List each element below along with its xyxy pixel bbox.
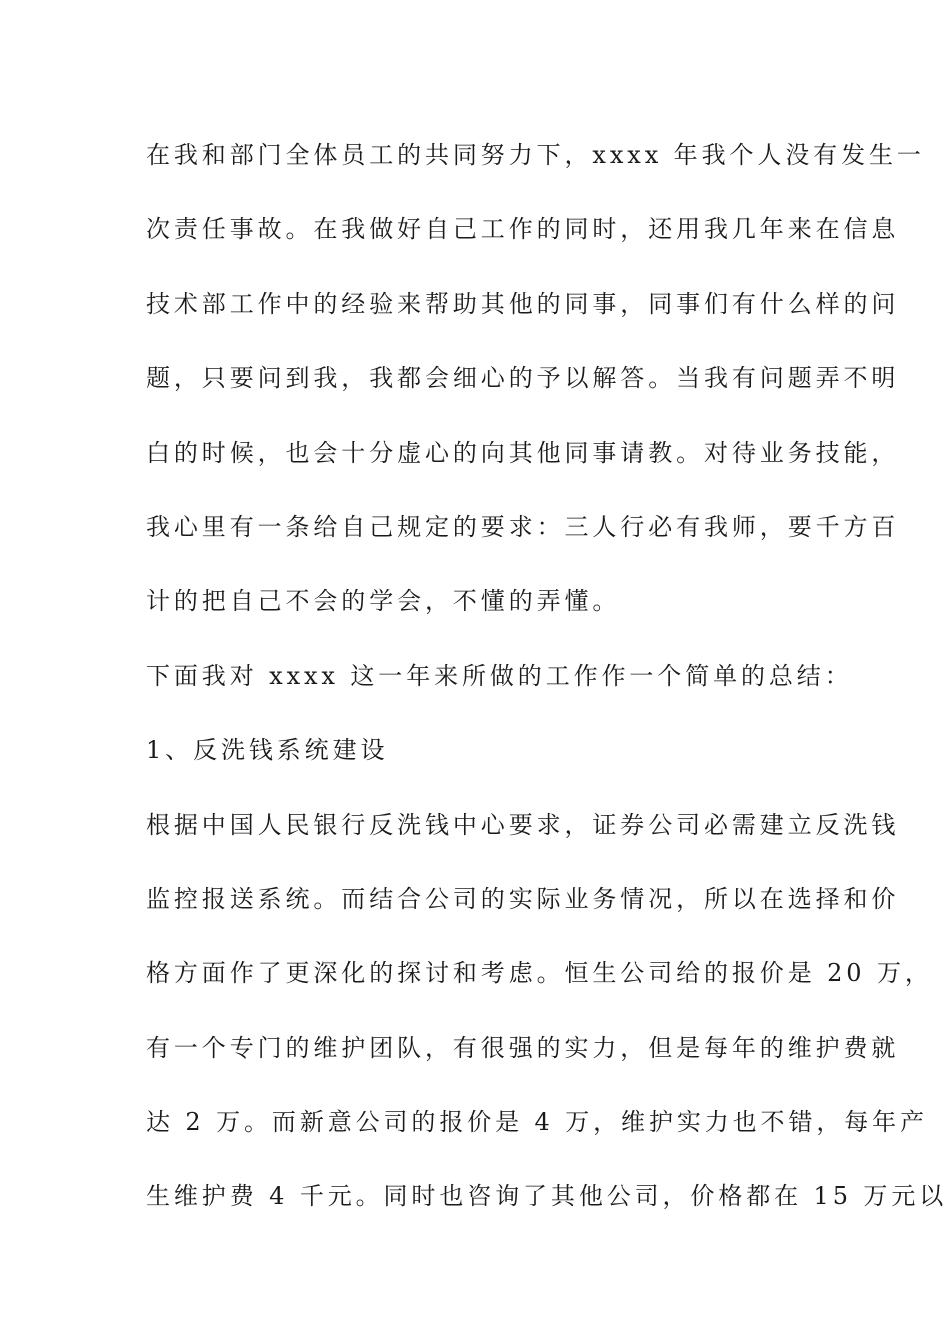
paragraph-line: 题，只要问到我，我都会细心的予以解答。当我有问题弄不明 <box>146 364 900 393</box>
paragraph-line: 我心里有一条给自己规定的要求：三人行必有我师，要千方百 <box>146 512 900 541</box>
paragraph-line: 达 2 万。而新意公司的报价是 4 万，维护实力也不错，每年产 <box>146 1108 928 1137</box>
paragraph-line: 生维护费 4 千元。同时也咨询了其他公司，价格都在 15 万元以 <box>146 1182 948 1211</box>
paragraph-line: 格方面作了更深化的探讨和考虑。恒生公司给的报价是 20 万， <box>146 959 933 988</box>
paragraph-line: 有一个专门的维护团队，有很强的实力，但是每年的维护费就 <box>146 1033 900 1062</box>
paragraph-line: 白的时候，也会十分虚心的向其他同事请教。对待业务技能， <box>146 438 900 467</box>
section-heading: 1、反洗钱系统建设 <box>146 736 389 765</box>
paragraph-line: 根据中国人民银行反洗钱中心要求，证券公司必需建立反洗钱 <box>146 810 900 839</box>
paragraph-line: 监控报送系统。而结合公司的实际业务情况，所以在选择和价 <box>146 884 900 913</box>
paragraph-line: 技术部工作中的经验来帮助其他的同事，同事们有什么样的问 <box>146 289 900 318</box>
paragraph-line: 计的把自己不会的学会，不懂的弄懂。 <box>146 587 621 616</box>
paragraph-line: 在我和部门全体员工的共同努力下，xxxx 年我个人没有发生一 <box>146 141 925 169</box>
summary-intro-line: 下面我对 xxxx 这一年来所做的工作作一个简单的总结： <box>146 661 853 690</box>
body-text <box>146 130 948 1246</box>
paragraph-line: 次责任事故。在我做好自己工作的同时，还用我几年来在信息 <box>146 215 900 244</box>
